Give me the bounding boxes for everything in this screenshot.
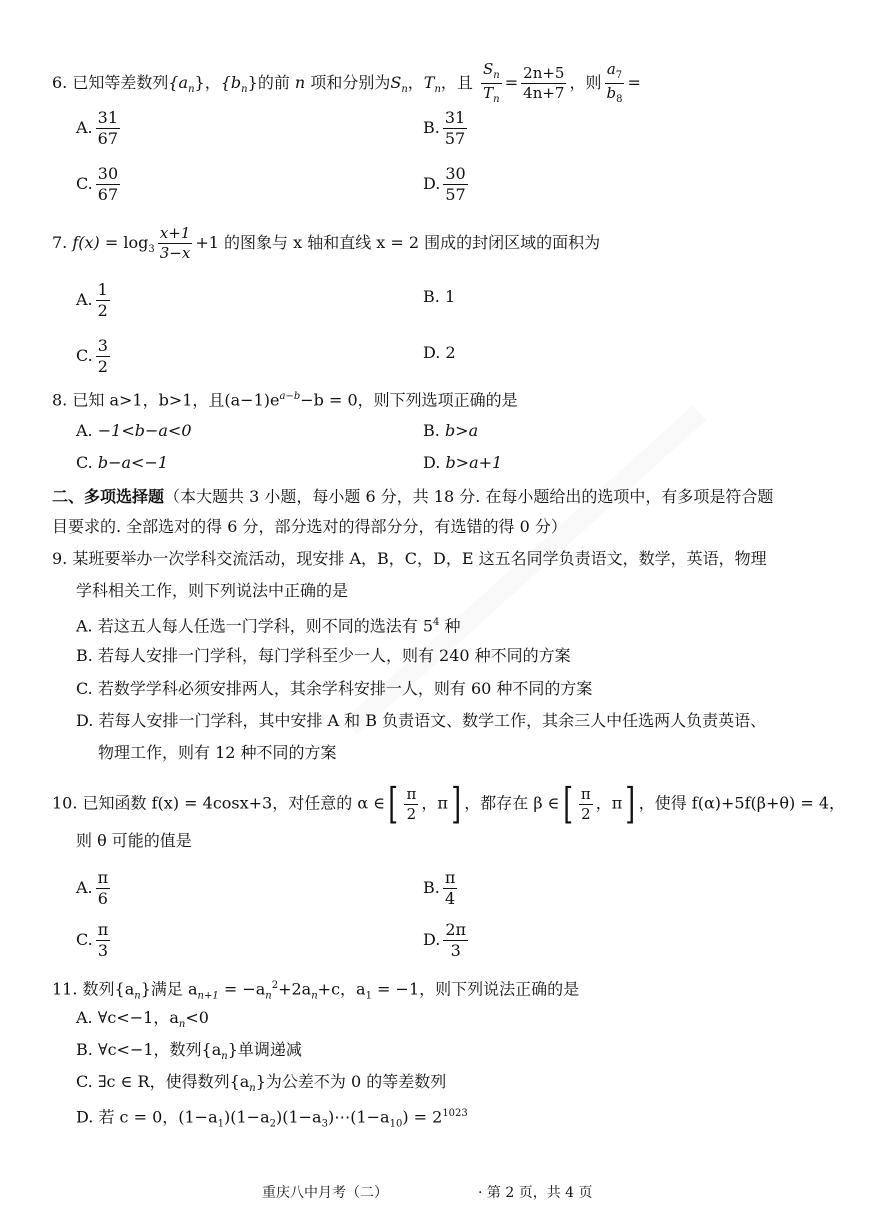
q10-option-b: B. $\frac{\pi}{4}$ [423, 868, 456, 908]
footer-exam-name: 重庆八中月考（二） [262, 1185, 388, 1201]
q7-option-d: D. 2 [423, 343, 456, 362]
q8-option-c: C. b−a<−1 [76, 453, 169, 472]
q6-option-c: C. $\frac{30}{67}$ [76, 164, 119, 204]
q7-option-c: C. $\frac{3}{2}$ [76, 336, 108, 376]
q8-option-b: B. b>a [423, 421, 479, 440]
q10-option-a: A. $\frac{\pi}{6}$ [76, 868, 109, 908]
q6-rhs-fraction: $\frac{2n+5}{4n+7}$ [523, 64, 565, 102]
section2-desc: 目要求的. 全部选对的得 6 分，部分选对的得部分分，有选错的得 0 分） [52, 517, 567, 536]
q6-lhs-fraction: $\frac{S_n}{T_n}$ [483, 60, 500, 105]
q10-option-d: D. $\frac{2\pi}{3}$ [423, 920, 467, 960]
q7-stem: 7. $f(x) = \log_3$ $\frac{x+1}{3-x}$ +1 的图象与 x 轴和直线 x = 2 围成的封闭区域的面积为 [52, 224, 601, 262]
q8-option-a: A. −1<b−a<0 [76, 421, 192, 440]
q8-stem: 8. 已知 a>1，b>1，且$(a-1)e^{a-b}-b = 0$，则下列选项正确的是 [52, 390, 518, 410]
q9-option-b: B. 若每人安排一门学科，每门学科至少一人，则有 240 种不同的方案 [76, 646, 571, 665]
q6-stem: 6. 已知等差数列$\{a_n\}$，$\{b_n\}$的前 n 项和分别为$S_n$，$T_n$，且 $\frac{S_n}{T_n}$ = $\frac{2n+5}{4n+7}$ ，则 $\frac{a_7}{b_8}$ = [52, 60, 641, 105]
q9-option-d-cont: 物理工作，则有 12 种不同的方案 [98, 743, 337, 762]
q11-option-d: D. 若 c = 0，$(1-a_1)(1-a_2)(1-a_3)\cdots(1-a_{10}) = 2^{1023}$ [76, 1107, 468, 1130]
q9-stem-cont: 学科相关工作，则下列说法中正确的是 [76, 581, 349, 600]
q6-option-d: D. $\frac{30}{57}$ [423, 164, 466, 204]
q10-stem: 10. 已知函数 f(x) = 4cosx+3，对任意的 α ∈[ $\frac{\pi}{2}$ ，π] ，都存在 β ∈[ $\frac{\pi}{2}$ ，π] ，使得 f(α)+5f(β+θ) = 4， [52, 779, 846, 828]
q11-stem: 11. 数列$\{a_n\}$满足 $a_{n+1} = -a_n^2+2a_n+c$，$a_1 = -1$，则下列说法正确的是 [52, 979, 580, 1002]
q9-option-a: A. 若这五人每人任选一门学科，则不同的选法有 $5^4$ 种 [76, 616, 461, 636]
q6-option-b: B. $\frac{31}{57}$ [423, 108, 466, 148]
q10-stem-cont: 则 θ 可能的值是 [76, 831, 192, 850]
footer-page-number: · 第 2 页，共 4 页 [478, 1185, 593, 1201]
q11-option-b: B. ∀c<−1，数列$\{a_n\}$单调递减 [76, 1040, 302, 1063]
q9-stem: 9. 某班要举办一次学科交流活动，现安排 A，B，C，D，E 这五名同学负责语文，数学，英语，物理 [52, 549, 767, 568]
q7-option-a: A. $\frac{1}{2}$ [76, 280, 108, 320]
q10-option-c: C. $\frac{\pi}{3}$ [76, 920, 109, 960]
q6-option-a: A. $\frac{31}{67}$ [76, 108, 118, 148]
q9-option-d: D. 若每人安排一门学科，其中安排 A 和 B 负责语文、数学工作，其余三人中任选两人负责英语、 [76, 711, 767, 730]
q7-option-b: B. 1 [423, 287, 456, 306]
q11-option-a: A. ∀c<−1，$a_n<0$ [76, 1008, 209, 1031]
q8-option-d: D. b>a+1 [423, 453, 503, 472]
q9-option-c: C. 若数学学科必须安排两人，其余学科安排一人，则有 60 种不同的方案 [76, 679, 593, 698]
q6-query-fraction: $\frac{a_7}{b_8}$ [606, 60, 623, 105]
section2-header: 二、多项选择题（本大题共 3 小题，每小题 6 分，共 18 分. 在每小题给出的选项中，有多项是符合题 [52, 487, 774, 506]
q11-option-c: C. ∃c ∈ R，使得数列$\{a_n\}$为公差不为 0 的等差数列 [76, 1072, 447, 1095]
